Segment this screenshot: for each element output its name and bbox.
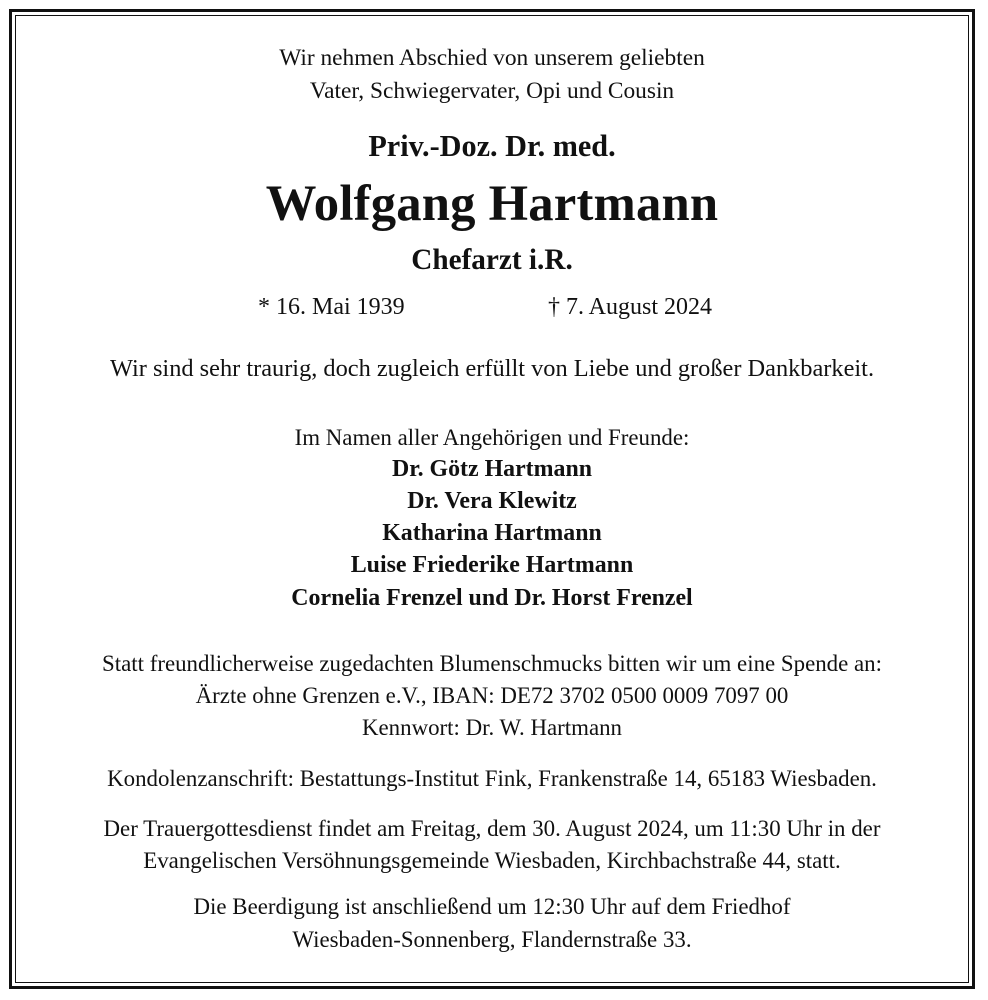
donation-line-1: Statt freundlicherweise zugedachten Blumenschmucks bitten wir um eine Spende an: (102, 651, 882, 676)
birth-date: * 16. Mai 1939 (258, 294, 405, 320)
condolence-address: Kondolenzanschrift: Bestattungs-Institut Fink, Frankenstraße 14, 65183 Wiesbaden. (107, 766, 877, 791)
death-date: † 7. August 2024 (548, 294, 713, 320)
mourner-name: Katharina Hartmann (382, 520, 602, 546)
burial-line-1: Die Beerdigung ist anschließend um 12:30 Uhr auf dem Friedhof (193, 894, 791, 919)
intro-line-2: Vater, Schwiegervater, Opi und Cousin (309, 78, 675, 104)
deceased-position: Chefarzt i.R. (411, 244, 573, 276)
obituary-notice (15, 15, 969, 983)
donation-line-2: Ärzte ohne Grenzen e.V., IBAN: DE72 3702 0500 0009 7097 00 (195, 683, 789, 708)
mourner-name: Luise Friederike Hartmann (350, 552, 634, 578)
intro-line-1: Wir nehmen Abschied von unserem geliebten (279, 45, 705, 71)
burial-line-2: Wiesbaden-Sonnenberg, Flandernstraße 33. (292, 927, 692, 952)
academic-title: Priv.-Doz. Dr. med. (368, 129, 616, 163)
donation-line-3: Kennwort: Dr. W. Hartmann (361, 715, 623, 740)
mourner-name: Dr. Götz Hartmann (391, 456, 593, 482)
mourners-intro: Im Namen aller Angehörigen und Freunde: (294, 425, 690, 450)
mourner-name: Dr. Vera Klewitz (407, 488, 577, 514)
service-line-2: Evangelischen Versöhnungsgemeinde Wiesbaden, Kirchbachstraße 44, statt. (143, 848, 841, 873)
service-line-1: Der Trauergottesdienst findet am Freitag, dem 30. August 2024, um 11:30 Uhr in der (103, 816, 881, 841)
deceased-name: Wolfgang Hartmann (265, 175, 719, 231)
farewell-quote: Wir sind sehr traurig, doch zugleich erfüllt von Liebe und großer Dankbarkeit. (109, 355, 875, 382)
mourner-name: Cornelia Frenzel und Dr. Horst Frenzel (291, 585, 693, 611)
